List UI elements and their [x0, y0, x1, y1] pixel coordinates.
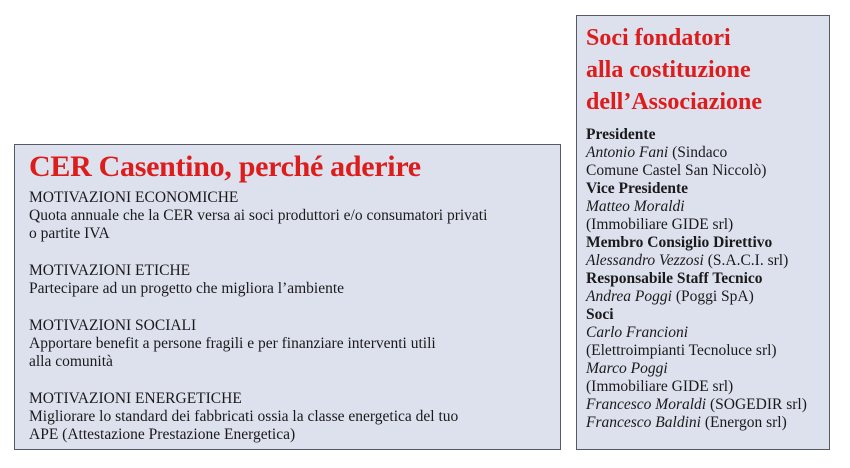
role-technical-lead: Responsabile Staff Tecnico: [586, 270, 763, 287]
role-members: Soci: [586, 306, 614, 323]
person-name-line: [586, 198, 821, 216]
cer-casentino-panel: [14, 144, 561, 450]
person-name: Carlo Francioni: [586, 324, 689, 341]
person-name: Andrea Poggi: [586, 288, 672, 305]
section-heading: MOTIVAZIONI ENERGETICHE: [29, 390, 242, 407]
section-text: [29, 280, 548, 298]
person-name: Marco Poggi: [586, 360, 668, 377]
role-president: Presidente: [586, 126, 656, 143]
section-text-line: APE (Attestazione Prestazione Energetica): [29, 426, 296, 443]
panel-title: [586, 22, 821, 118]
section-ethical: [29, 262, 548, 298]
person-info: (Energon srl): [700, 414, 787, 431]
person-member: [586, 396, 821, 414]
person-info: (Poggi SpA): [671, 288, 754, 305]
section-text-line: o partite IVA: [29, 225, 110, 242]
title-line: Soci fondatori: [586, 25, 731, 51]
person-name: Antonio Fani: [586, 144, 669, 161]
person-info-line: Comune Castel San Niccolò): [586, 162, 767, 179]
founding-members-panel: [576, 15, 830, 450]
role-board-member: Membro Consiglio Direttivo: [586, 234, 773, 251]
role-vice-president: Vice Presidente: [586, 180, 689, 197]
section-economic: [29, 189, 548, 243]
person-name-line: [586, 324, 821, 342]
section-heading: MOTIVAZIONI ECONOMICHE: [29, 189, 239, 206]
section-text: [29, 207, 548, 243]
section-text-line: Quota annuale che la CER versa ai soci produttori e/o consumatori privati: [29, 207, 488, 224]
person-info-line: (Immobiliare GIDE srl): [586, 216, 734, 233]
section-text: [29, 335, 548, 371]
person-technical-lead: [586, 288, 821, 306]
title-line: dell’Associazione: [586, 89, 762, 115]
person-info-line: (Immobiliare GIDE srl): [586, 378, 734, 395]
person-info: (SOGEDIR srl): [706, 396, 807, 413]
section-text-line: Apportare benefit a persone fragili e per finanziare interventi utili: [29, 335, 436, 352]
person-name: Matteo Moraldi: [586, 198, 685, 215]
person-member: [586, 414, 821, 432]
person-president: [586, 144, 821, 162]
section-text-line: Partecipare ad un progetto che migliora l’ambiente: [29, 280, 345, 297]
section-text: [29, 408, 548, 444]
section-heading: MOTIVAZIONI SOCIALI: [29, 317, 197, 334]
section-text-line: Migliorare lo standard dei fabbricati ossia la classe energetica del tuo: [29, 408, 459, 425]
person-name: Francesco Moraldi: [586, 396, 707, 413]
title-line: alla costituzione: [586, 57, 751, 83]
section-text-line: alla comunità: [29, 353, 113, 370]
person-info: (Sindaco: [668, 144, 728, 161]
section-social: [29, 317, 548, 371]
section-heading: MOTIVAZIONI ETICHE: [29, 262, 191, 279]
person-name: Francesco Baldini: [586, 414, 701, 431]
person-name-line: [586, 360, 821, 378]
person-info-line: (Elettroimpianti Tecnoluce srl): [586, 342, 777, 359]
person-info: (S.A.C.I. srl): [703, 252, 789, 269]
section-energy: [29, 390, 548, 444]
panel-title: CER Casentino, perché aderire: [29, 150, 421, 183]
person-name: Alessandro Vezzosi: [586, 252, 704, 269]
person-board-member: [586, 252, 821, 270]
